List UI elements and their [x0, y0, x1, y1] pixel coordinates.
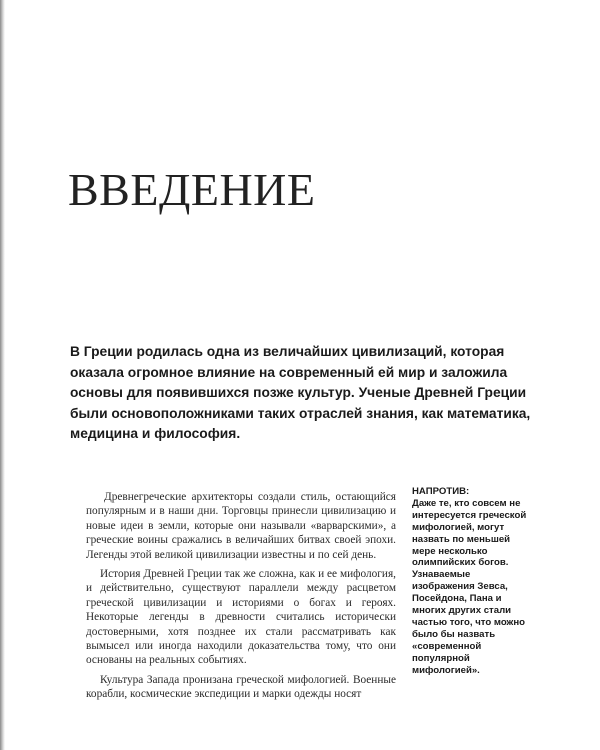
image-caption [412, 486, 532, 677]
body-paragraph-3: Культура Запада пронизана греческой мифологией. Военные корабли, космические экспедиции и марки одежды носят [86, 673, 396, 701]
caption-text: Даже те, кто совсем не интересуется греческой мифологией, могут назвать по меньшей мере несколько олимпийских богов. Узнаваемые изображения Зевса, Посейдона, Пана и многих других стали частью того, что можно было бы назвать «современной популярной мифологией». [412, 497, 527, 676]
lead-paragraph: В Греции родилась одна из величайших цивилизаций, которая оказала огромное влияние на современный ей мир и заложила основы для появившихся позже культур. Ученые Древней Греции были основоположниками таких отраслей знания, как математика, медицина и философия. [70, 344, 531, 442]
page-edge-shadow [0, 0, 5, 750]
body-paragraph-2: История Древней Греции так же сложна, как и ее мифология, и действительно, существуют параллели между расцветом греческой цивилизации и историями о богах и героях. Некоторые легенды в древности считались исторически достоверными, хотя позднее их стали рассматривать как вымысел или иногда находили доказательства тому, что они основаны на реальных событиях. [86, 568, 396, 667]
body-text [86, 490, 396, 707]
body-paragraph-1: Древнегреческие архитекторы создали стиль, остающийся популярным и в наши дни. Торговцы принесли цивилизацию и новые идеи в земли, которые они называли «варварскими», а греческие воины сражались в величайших битвах своей эпохи. Легенды этой великой цивилизации известны и по сей день. [86, 491, 396, 561]
caption-label: НАПРОТИВ: [412, 486, 470, 497]
chapter-title: ВВЕДЕНИЕ [68, 164, 316, 215]
